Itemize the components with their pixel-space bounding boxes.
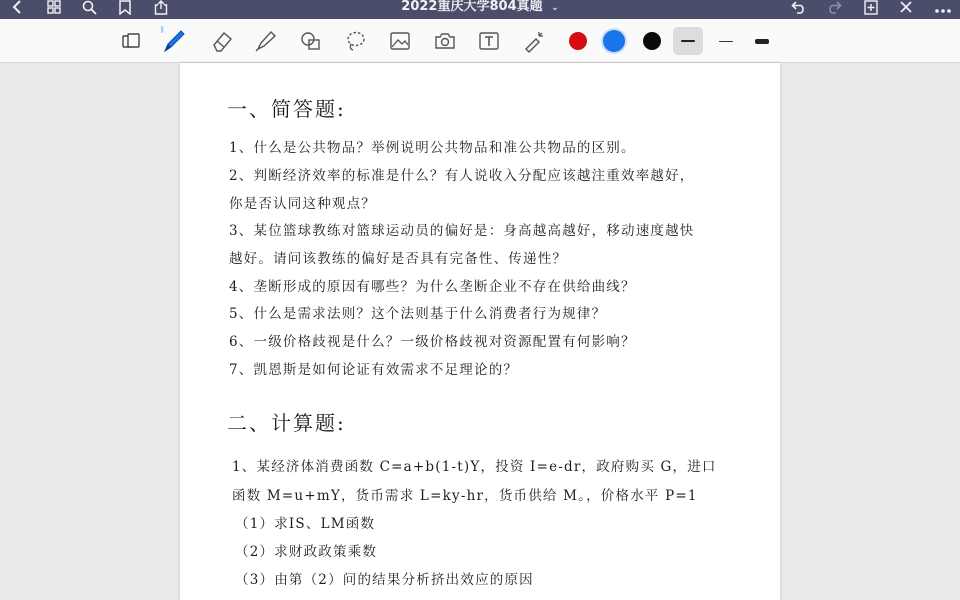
bookmark-icon[interactable] [115,0,135,19]
question-line: 4、垄断形成的原因有哪些？为什么垄断企业不存在供给曲线？ [229,279,636,295]
document-title[interactable]: 2022重庆大学804真题 [401,0,543,14]
annotation-toolbar [0,19,960,63]
undo-icon[interactable] [789,0,809,19]
question-line: 5、什么是需求法则？这个法则基于什么消费者行为规律？ [229,306,607,322]
camera-icon[interactable] [431,27,459,55]
color-blue-swatch[interactable] [603,30,625,52]
stroke-line [755,39,769,44]
thumbnail-grid-icon[interactable] [44,0,64,19]
redo-icon[interactable] [824,0,844,19]
question-line: 你是否认同这种观点？ [229,196,376,212]
laser-pointer-icon[interactable] [520,27,548,55]
image-icon[interactable] [386,27,414,55]
search-icon[interactable] [79,0,99,19]
more-options-icon[interactable] [932,0,954,19]
share-icon[interactable] [151,0,171,19]
color-red-swatch[interactable] [569,32,587,50]
question-line: 7、凯恩斯是如何论证有效需求不足理论的？ [229,362,519,378]
add-page-icon[interactable] [861,0,881,19]
chevron-down-icon[interactable]: ⌄ [551,3,559,13]
question-line: 6、一级价格歧视是什么？一级价格歧视对资源配置有何影响？ [229,334,636,350]
view-toggle-icon[interactable] [117,27,145,55]
bluetooth-icon: ᛒ [160,25,165,34]
stroke-line [681,40,695,42]
pen-icon[interactable] [160,27,188,55]
back-chevron-icon[interactable] [8,0,28,19]
shapes-icon[interactable] [297,27,325,55]
question-line: （3）由第（2）问的结果分析挤出效应的原因 [235,572,534,588]
color-black-swatch[interactable] [643,32,661,50]
document-title-area [0,0,960,19]
section-heading: 一、简答题: [227,97,346,121]
section-heading: 二、计算题: [227,411,346,435]
question-line: 1、某经济体消费函数 C=a+b(1-t)Y，投资 I=e-dr，政府购买 G，进口 [232,459,717,475]
question-line: 越好。请问该教练的偏好是否具有完备性、传递性？ [229,251,568,267]
close-edit-icon[interactable] [896,0,916,19]
eraser-icon[interactable] [208,27,236,55]
question-line: （1）求IS、LM函数 [235,516,376,532]
highlighter-icon[interactable] [252,27,280,55]
question-line: 1、什么是公共物品？举例说明公共物品和准公共物品的区别。 [229,140,636,156]
question-line: （2）求财政政策乘数 [235,544,378,560]
lasso-icon[interactable] [342,27,370,55]
stroke-width-medium-button[interactable] [673,27,703,55]
question-line: 3、某位篮球教练对篮球运动员的偏好是：身高越高越好，移动速度越快 [229,223,695,239]
question-line: 函数 M=u+mY，货币需求 L=ky-hr，货币供给 M。，价格水平 P=1 [232,488,698,504]
stroke-line [719,41,733,42]
text-icon[interactable] [475,27,503,55]
question-line: 2、判断经济效率的标准是什么？有人说收入分配应该越注重效率越好， [229,168,695,184]
stroke-width-thin-button[interactable] [711,27,741,55]
stroke-width-thick-button[interactable] [747,27,777,55]
document-page[interactable] [180,63,780,600]
top-navigation-bar [0,0,960,19]
